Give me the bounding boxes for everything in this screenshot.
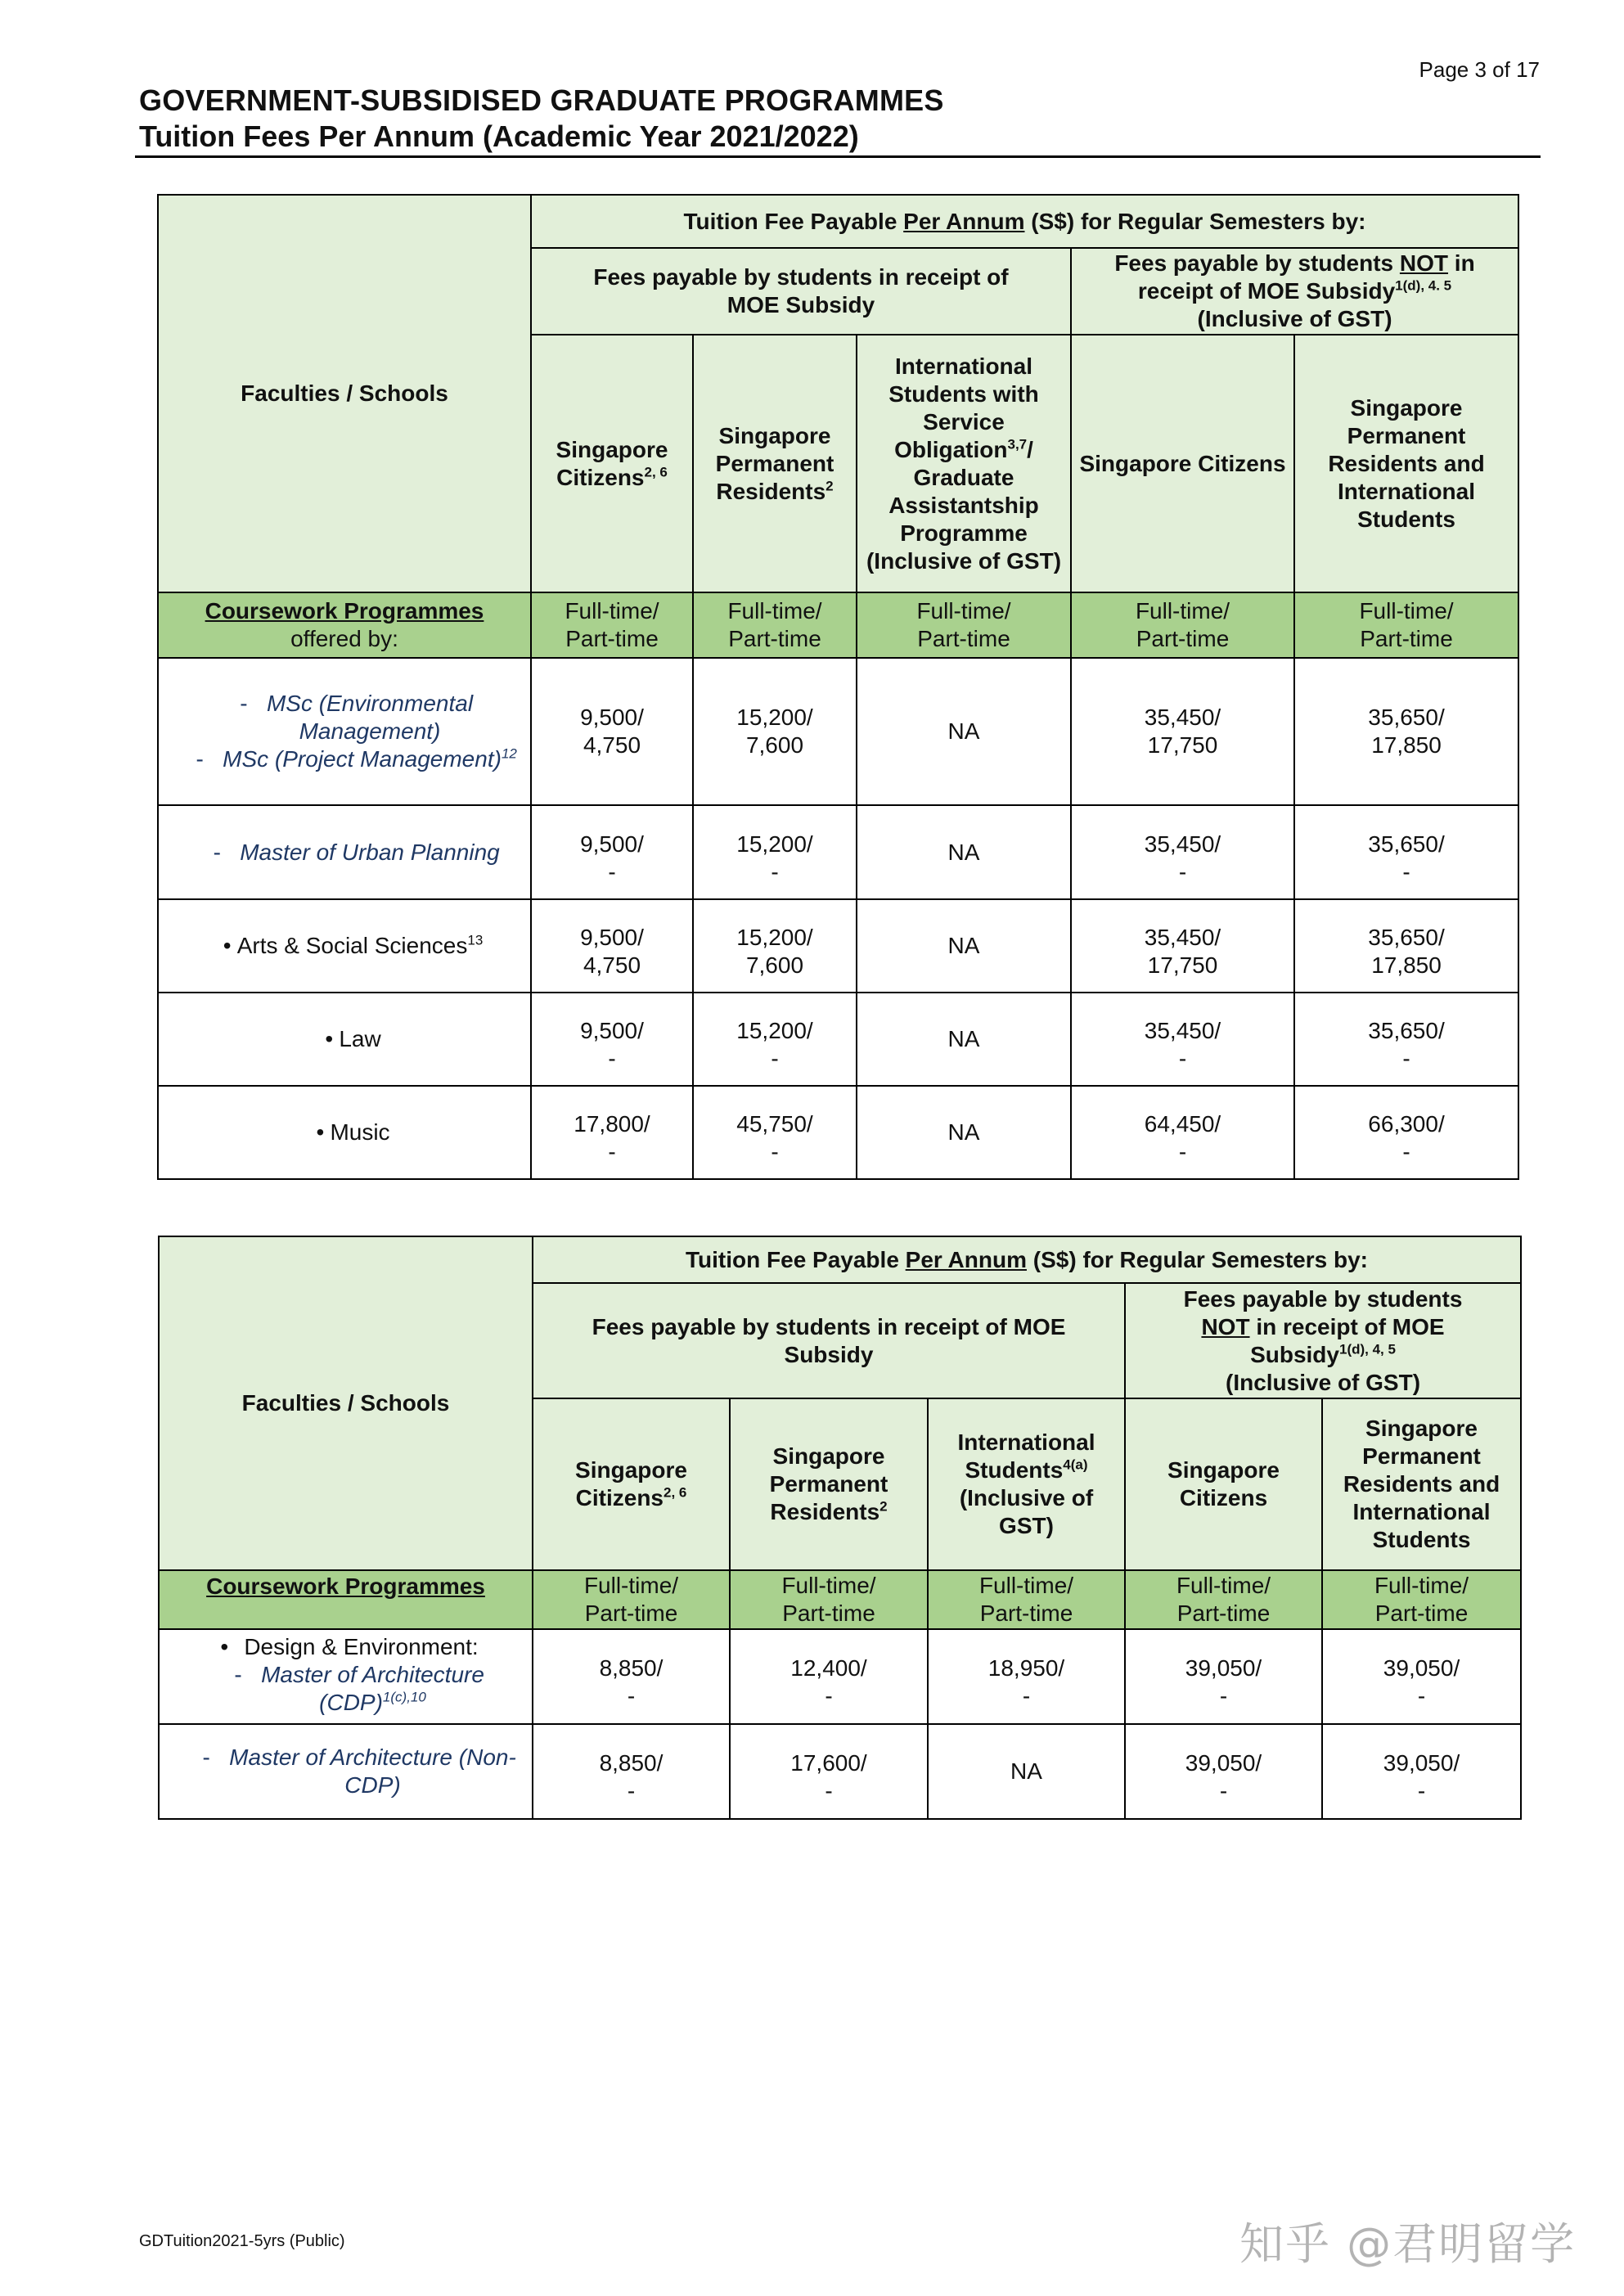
fee-cell: 9,500/ 4,750 <box>531 899 693 993</box>
programme-name: Master of Architecture (Non-CDP) <box>229 1745 516 1798</box>
col-header-spr-intl-nonmoe: Singapore Permanent Residents and International Students <box>1322 1398 1521 1570</box>
mode-label: Full-time/ Part-time <box>531 592 693 658</box>
faculty-name: Arts & Social Sciences <box>236 933 468 958</box>
fee-cell: NA <box>928 1724 1125 1819</box>
table-row <box>158 993 1518 1086</box>
fee-cell: 39,050/ - <box>1125 1629 1322 1724</box>
fees-table-1 <box>157 194 1519 1180</box>
mode-label: Full-time/ Part-time <box>928 1570 1125 1629</box>
bullet-icon: • <box>223 933 232 958</box>
faculties-header: Faculties / Schools <box>158 195 531 592</box>
moe-subsidy-group-header: Fees payable by students in receipt of MOE Subsidy <box>531 248 1071 335</box>
table-row <box>158 658 1518 805</box>
fee-cell: NA <box>857 658 1071 805</box>
fee-cell: NA <box>857 805 1071 899</box>
watermark: 知乎 @君明留学 <box>1239 2218 1577 2270</box>
mode-label: Full-time/ Part-time <box>693 592 857 658</box>
mode-label: Full-time/ Part-time <box>533 1570 730 1629</box>
non-moe-group-header: Fees payable by students NOT in receipt of MOE Subsidy$^{1(d), 4, 5}$ (Inclusive of GST) <box>1125 1283 1521 1398</box>
programme-cell: - Master of Architecture (Non-CDP) <box>159 1724 533 1819</box>
bullet-icon: • <box>316 1119 325 1145</box>
programme-cell: • Design & Environment: - Master of Architecture (CDP)$^{1(c),10}$ <box>159 1629 533 1724</box>
fee-cell: 35,450/ - <box>1071 993 1294 1086</box>
fee-cell: 8,850/ - <box>533 1629 730 1724</box>
page-number: Page 3 of 17 <box>1419 57 1540 82</box>
col-header-spr: Singapore Permanent Residents$^2$ <box>693 335 857 592</box>
fee-cell: NA <box>857 1086 1071 1179</box>
mode-label: Full-time/ Part-time <box>857 592 1071 658</box>
bullet-icon: • <box>325 1026 334 1051</box>
table-row <box>159 1724 1521 1819</box>
col-header-sc-nonmoe: Singapore Citizens <box>1125 1398 1322 1570</box>
fee-cell: NA <box>857 899 1071 993</box>
col-header-intl-service-obligation: International Students with Service Obligation$^{3,7}$/ Graduate Assistantship Programme (Inclusive of GST) <box>857 335 1071 592</box>
programme-name: MSc (Project Management) <box>223 746 502 772</box>
table-row <box>159 1629 1521 1724</box>
fee-cell: 39,050/ - <box>1322 1724 1521 1819</box>
faculty-name: Law <box>339 1026 381 1051</box>
fee-cell: 39,050/ - <box>1322 1629 1521 1724</box>
fees-table-2 <box>158 1236 1522 1820</box>
fee-cell: 9,500/ 4,750 <box>531 658 693 805</box>
faculty-cell: • Arts & Social Sciences$^{13}$ <box>158 899 531 993</box>
fee-cell: 64,450/ - <box>1071 1086 1294 1179</box>
fee-cell: 15,200/ - <box>693 993 857 1086</box>
table-row <box>158 899 1518 993</box>
col-header-spr: Singapore Permanent Residents$^2$ <box>730 1398 928 1570</box>
mode-label: Full-time/ Part-time <box>730 1570 928 1629</box>
faculty-name: Music <box>330 1119 390 1145</box>
programme-name: MSc (Environmental Management) <box>266 691 474 744</box>
faculty-cell <box>158 993 531 1086</box>
fee-cell: 35,650/ - <box>1294 993 1518 1086</box>
fee-cell: 12,400/ - <box>730 1629 928 1724</box>
fee-cell: 35,450/ 17,750 <box>1071 658 1294 805</box>
mode-label: Full-time/ Part-time <box>1322 1570 1521 1629</box>
coursework-section-label: Coursework Programmes <box>159 1570 533 1629</box>
fee-cell: 15,200/ - <box>693 805 857 899</box>
faculties-header: Faculties / Schools <box>159 1236 533 1570</box>
fee-cell: 9,500/ - <box>531 805 693 899</box>
table-row <box>158 805 1518 899</box>
col-header-intl: International Students$^{4(a)}$ (Inclusive of GST) <box>928 1398 1125 1570</box>
tuition-fee-header: Tuition Fee Payable Per Annum (S$) for Regular Semesters by: <box>533 1236 1521 1283</box>
fee-cell: 39,050/ - <box>1125 1724 1322 1819</box>
fee-cell: 15,200/ 7,600 <box>693 658 857 805</box>
col-header-sc-nonmoe: Singapore Citizens <box>1071 335 1294 592</box>
programme-name: Master of Urban Planning <box>240 839 500 865</box>
fee-cell: 35,650/ 17,850 <box>1294 899 1518 993</box>
col-header-sc: Singapore Citizens$^{2, 6}$ <box>533 1398 730 1570</box>
fee-cell: 35,650/ - <box>1294 805 1518 899</box>
programme-cell: - MSc (Environmental Management) - MSc (Project Management)$^{12}$ <box>158 658 531 805</box>
tuition-fee-header: Tuition Fee Payable Per Annum (S$) for Regular Semesters by: <box>531 195 1518 248</box>
mode-label: Full-time/ Part-time <box>1071 592 1294 658</box>
programme-name: Master of Architecture (CDP) <box>261 1662 484 1715</box>
moe-subsidy-group-header: Fees payable by students in receipt of MOE Subsidy <box>533 1283 1125 1398</box>
fee-cell: 35,450/ - <box>1071 805 1294 899</box>
fee-cell: 17,600/ - <box>730 1724 928 1819</box>
document-id: GDTuition2021-5yrs (Public) <box>139 2232 345 2250</box>
fee-cell: 18,950/ - <box>928 1629 1125 1724</box>
fee-cell: 9,500/ - <box>531 993 693 1086</box>
table-row <box>158 1086 1518 1179</box>
programme-cell: - Master of Urban Planning <box>158 805 531 899</box>
fee-cell: NA <box>857 993 1071 1086</box>
faculty-name: Design & Environment: <box>244 1634 479 1659</box>
col-header-sc: Singapore Citizens$^{2, 6}$ <box>531 335 693 592</box>
mode-label: Full-time/ Part-time <box>1125 1570 1322 1629</box>
page-subtitle: Tuition Fees Per Annum (Academic Year 2021/2022) <box>139 119 859 153</box>
mode-label: Full-time/ Part-time <box>1294 592 1518 658</box>
fee-cell: 35,450/ 17,750 <box>1071 899 1294 993</box>
fee-cell: 35,650/ 17,850 <box>1294 658 1518 805</box>
fee-cell: 45,750/ - <box>693 1086 857 1179</box>
bullet-icon: • <box>220 1634 229 1659</box>
faculty-cell <box>158 1086 531 1179</box>
page-title: GOVERNMENT-SUBSIDISED GRADUATE PROGRAMMES <box>139 83 944 117</box>
col-header-spr-intl-nonmoe: Singapore Permanent Residents and International Students <box>1294 335 1518 592</box>
fee-cell: 8,850/ - <box>533 1724 730 1819</box>
title-divider <box>135 155 1541 158</box>
fee-cell: 15,200/ 7,600 <box>693 899 857 993</box>
non-moe-group-header: Fees payable by students NOT in receipt of MOE Subsidy$^{1(d), 4. 5}$ (Inclusive of GST) <box>1071 248 1518 335</box>
coursework-section-label: Coursework Programmes offered by: <box>158 592 531 658</box>
fee-cell: 17,800/ - <box>531 1086 693 1179</box>
fee-cell: 66,300/ - <box>1294 1086 1518 1179</box>
